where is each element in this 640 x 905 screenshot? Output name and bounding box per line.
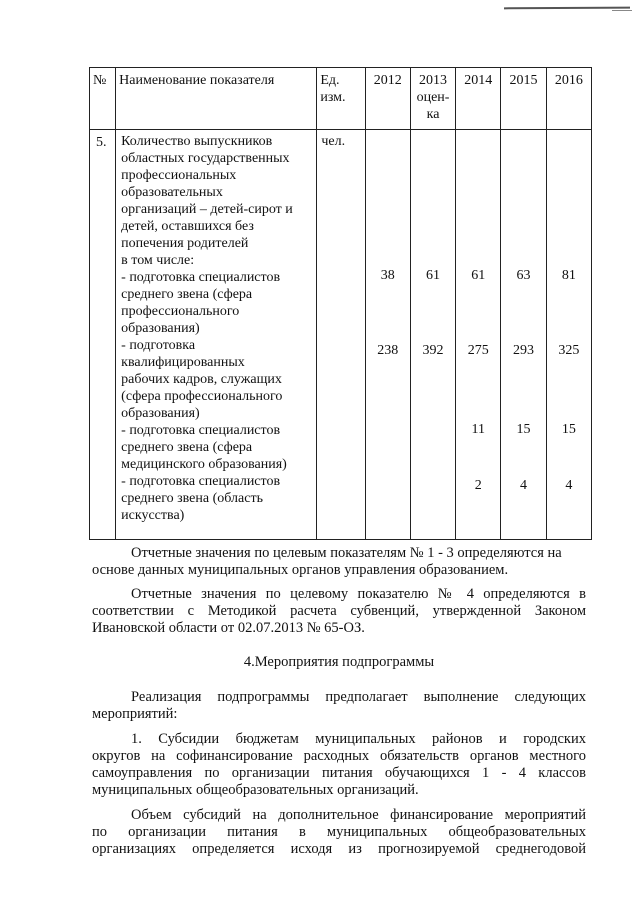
value-2016: 325	[558, 343, 580, 358]
name-line: среднего звена (область	[121, 491, 263, 506]
name-line: образовательных	[121, 185, 223, 200]
paragraph-text: Отчетные значения по целевому показателю № 4 определяются в	[131, 586, 586, 602]
name-line: - подготовка специалистов	[121, 474, 281, 489]
header-2016: 2016	[546, 68, 591, 130]
paragraph-text: организациях определяется исходя из прогнозируемой среднегодовой	[92, 841, 586, 857]
name-line: - подготовка специалистов	[121, 423, 281, 438]
name-line: профессионального	[121, 304, 240, 319]
paragraph-text: Ивановской области от 02.07.2013 № 65-ОЗ.	[92, 620, 365, 636]
header-unit-line2: изм.	[320, 90, 346, 105]
value-2014: 275	[467, 343, 489, 358]
scan-artifact-dash	[612, 10, 632, 11]
table-header-row	[90, 68, 592, 130]
header-2015: 2015	[501, 68, 546, 130]
value-2015: 293	[513, 343, 535, 358]
header-unit	[317, 68, 365, 130]
name-line: среднего звена (сфера	[121, 287, 253, 302]
name-line: детей, оставшихся без	[121, 219, 254, 234]
name-line: искусства)	[121, 508, 185, 523]
paragraph-text: Реализация подпрограммы предполагает выполнение следующих	[131, 689, 586, 705]
name-line: образования)	[121, 321, 200, 336]
value-2015: 4	[520, 478, 528, 493]
paragraph-text: по организации питания в муниципальных общеобразовательных	[92, 824, 586, 840]
name-line: (сфера профессионального	[121, 389, 283, 404]
paragraph-text: Отчетные значения по целевым показателям № 1 - 3 определяются на	[131, 545, 562, 561]
header-2013	[410, 68, 455, 130]
table-row	[90, 130, 592, 540]
row-number: 5.	[90, 130, 116, 540]
name-line: в том числе:	[121, 253, 195, 268]
paragraph-text: 1. Субсидии бюджетам муниципальных районов и городских	[131, 731, 586, 747]
header-2013-line1: 2013	[419, 73, 448, 88]
header-2013-line3: ка	[426, 107, 440, 122]
cell-2014	[456, 130, 501, 540]
value-2016: 15	[561, 422, 576, 437]
header-2012: 2012	[365, 68, 410, 130]
header-2013-line2: оцен-	[416, 90, 450, 105]
name-line: медицинского образования)	[121, 457, 287, 472]
header-num: №	[90, 68, 116, 130]
name-line: областных государственных	[121, 151, 290, 166]
name-line: образования)	[121, 406, 200, 421]
paragraph-text: самоуправления по организации питания обучающихся 1 - 4 классов	[92, 765, 586, 781]
value-2014: 11	[471, 422, 486, 437]
cell-2015	[501, 130, 546, 540]
section-heading: 4.Мероприятия подпрограммы	[243, 654, 435, 670]
name-line: организаций – детей-сирот и	[121, 202, 293, 217]
name-line: Количество выпускников	[121, 134, 273, 149]
indicators-table	[89, 67, 592, 540]
value-2016: 81	[561, 268, 576, 283]
row-name-cell	[116, 130, 317, 540]
value-2014: 61	[471, 268, 486, 283]
header-unit-line1: Ед.	[320, 73, 340, 88]
header-name: Наименование показателя	[116, 68, 317, 130]
name-line: рабочих кадров, служащих	[121, 372, 282, 387]
cell-2016	[546, 130, 591, 540]
name-line: профессиональных	[121, 168, 237, 183]
paragraph-text: муниципальных общеобразовательных организаций.	[92, 782, 419, 798]
cell-2013	[410, 130, 455, 540]
name-line: - подготовка специалистов	[121, 270, 281, 285]
row-unit: чел.	[317, 130, 365, 540]
value-2013: 61	[426, 268, 441, 283]
value-2012: 238	[377, 343, 399, 358]
paragraph-text: Объем субсидий на дополнительное финансирование мероприятий	[131, 807, 586, 823]
name-line: попечения родителей	[121, 236, 249, 251]
value-2016: 4	[565, 478, 573, 493]
name-line: квалифицированных	[121, 355, 245, 370]
value-2013: 392	[422, 343, 444, 358]
name-line: - подготовка	[121, 338, 196, 353]
cell-2012	[365, 130, 410, 540]
paragraph-text: соответствии с Методикой расчета субвенций, утвержденной Законом	[92, 603, 586, 619]
header-2014: 2014	[456, 68, 501, 130]
value-2014: 2	[474, 478, 482, 493]
paragraph-text: мероприятий:	[92, 706, 178, 722]
value-2015: 63	[516, 268, 531, 283]
paragraph-text: основе данных муниципальных органов управления образованием.	[92, 562, 509, 578]
paragraph-text: округов на софинансирование расходных обязательств органов местного	[92, 748, 586, 764]
scan-artifact-line	[504, 7, 630, 10]
value-2015: 15	[516, 422, 531, 437]
name-line: среднего звена (сфера	[121, 440, 253, 455]
value-2012: 38	[380, 268, 395, 283]
